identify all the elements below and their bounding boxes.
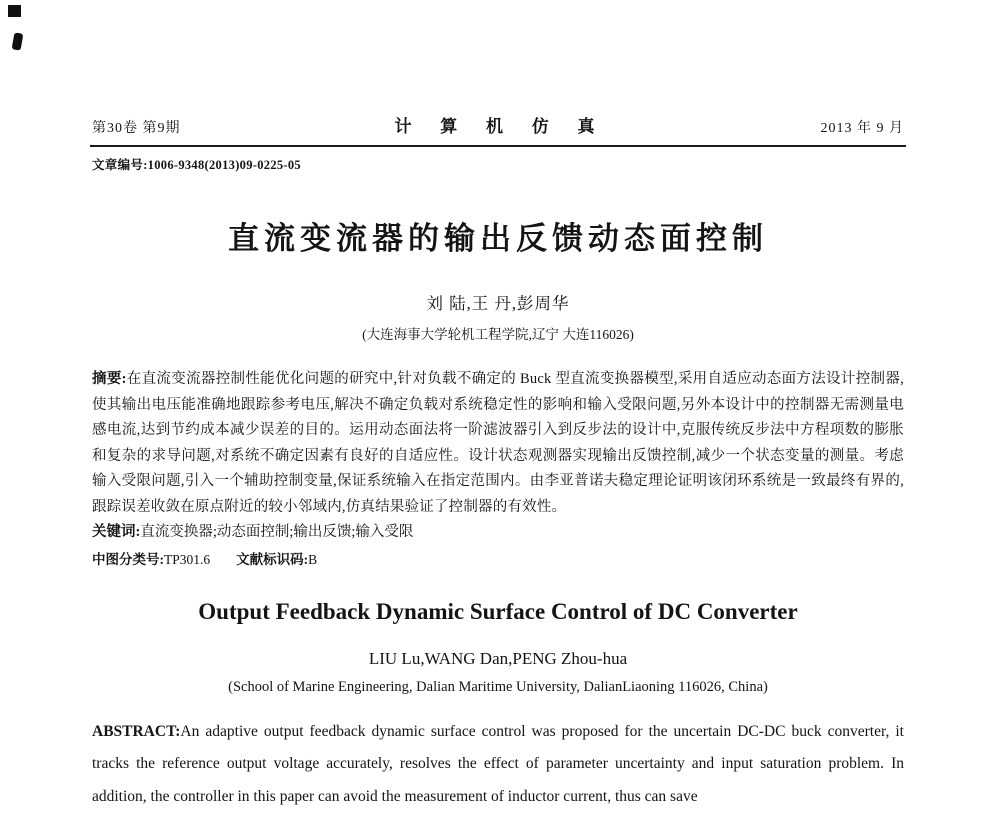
chinese-keywords-label: 关键词: — [92, 524, 140, 540]
english-abstract-text: An adaptive output feedback dynamic surface control was proposed for the uncertain DC-DC buck converter, it tracks the reference output voltage accurately, resolves the effect of parameter uncertainty and input saturation problem. In addition, the controller in this paper can avoid the measurement of inductor current, thus can save — [92, 723, 904, 805]
english-authors: LIU Lu,WANG Dan,PENG Zhou-hua — [90, 649, 906, 669]
chinese-title: 直流变流器的输出反馈动态面控制 — [90, 213, 906, 258]
english-title: Output Feedback Dynamic Surface Control of DC Converter — [90, 599, 906, 625]
journal-name: 计 算 机 仿 真 — [395, 112, 607, 137]
chinese-affiliation: (大连海事大学轮机工程学院,辽宁 大连116026) — [90, 323, 906, 343]
paper-page — [90, 112, 906, 813]
volume-issue: 第30卷 第9期 — [92, 117, 181, 137]
journal-header — [90, 112, 906, 147]
issue-date: 2013 年 9 月 — [821, 117, 905, 137]
clc-value: TP301.6 — [164, 552, 210, 567]
scan-artifact-left-edge — [12, 32, 24, 50]
chinese-authors: 刘 陆,王 丹,彭周华 — [90, 290, 906, 314]
chinese-abstract-label: 摘要: — [92, 371, 127, 387]
doc-code-label: 文献标识码: — [236, 552, 308, 567]
classification-line — [92, 547, 904, 572]
scan-artifact-top-left — [8, 5, 21, 17]
chinese-abstract-text: 在直流变流器控制性能优化问题的研究中,针对负载不确定的 Buck 型直流变换器模型,采用自适应动态面方法设计控制器,使其输出电压能准确地跟踪参考电压,解决不确定负载对系统稳定性的影响和输入受限问题,另外本设计中的控制器无需测量电感电流,达到节约成本减少误差的目的。运用动态面法将一阶滤波器引入到反步法的设计中,克服传统反步法中方程项数的膨胀和复杂的求导问题,对系统不确定因素有良好的自适应性。设计状态观测器实现输出反馈控制,减少一个状态变量的测量。考虑输入受限问题,引入一个辅助控制变量,保证系统输入在指定范围内。由李亚普诺夫稳定理论证明该闭环系统是一致最终有界的,跟踪误差收敛在原点附近的较小邻域内,仿真结果验证了控制器的有效性。 — [92, 371, 904, 515]
english-abstract — [92, 716, 904, 813]
chinese-keywords — [92, 520, 904, 546]
chinese-abstract — [92, 367, 904, 520]
clc-label: 中图分类号: — [92, 552, 164, 567]
english-affiliation: (School of Marine Engineering, Dalian Maritime University, DalianLiaoning 116026, China) — [90, 679, 906, 696]
article-number: 文章编号:1006-9348(2013)09-0225-05 — [92, 155, 906, 173]
doc-code-value: B — [308, 552, 317, 567]
chinese-keywords-text: 直流变换器;动态面控制;输出反馈;输入受限 — [140, 524, 413, 540]
english-abstract-label: ABSTRACT: — [92, 723, 180, 740]
